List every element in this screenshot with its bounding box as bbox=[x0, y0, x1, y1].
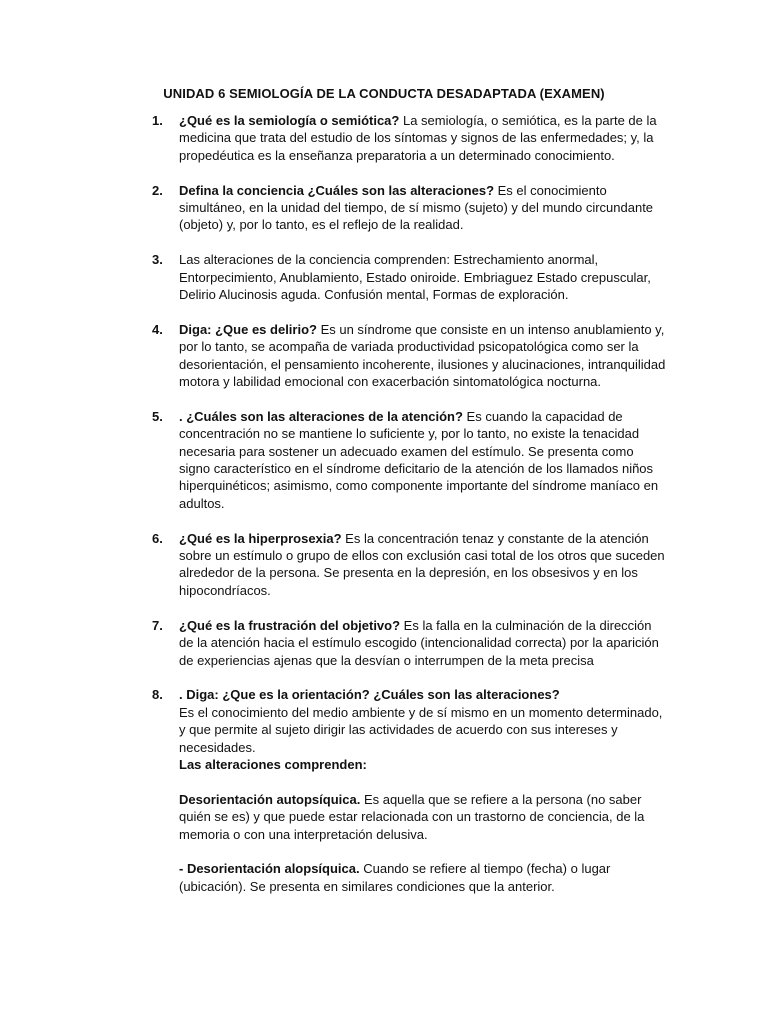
alterations-heading: Las alteraciones comprenden: bbox=[179, 756, 367, 772]
answer-text: Las alteraciones de la conciencia comprenden: Estrechamiento anormal, Entorpecimiento, Anublamiento, Estado oniroide. Embriaguez Estado crepuscular, Delirio Alucinosis aguda. Confusión mental, Formas de exploración. bbox=[179, 252, 651, 303]
question-text: . Diga: ¿Que es la orientación? ¿Cuáles son las alteraciones? bbox=[179, 687, 560, 703]
answer-text: Es la concentración tenaz y constante de la atención sobre un estímulo o grupo de ellos con exclusión casi total de los otros que suceden alrededor de la persona. Se presenta en la depresión, en los obsesivos y en los hipocondríacos. bbox=[179, 530, 665, 598]
item-spacer bbox=[179, 843, 668, 860]
question-item-7 bbox=[152, 617, 668, 669]
item-number: 5. bbox=[152, 408, 163, 424]
question-text: ¿Qué es la hiperprosexia? bbox=[179, 530, 342, 546]
answer-text: La semiología, o semiótica, es la parte de la medicina que trata del estudio de los síntomas y signos de las enfermedades; y, la propedéutica es la enseñanza preparatoria a un determinado conocimiento. bbox=[179, 113, 657, 163]
item-number: 3. bbox=[152, 252, 163, 268]
item-number: 4. bbox=[152, 321, 163, 337]
question-item-4 bbox=[152, 321, 668, 391]
item-spacer bbox=[152, 669, 668, 686]
item-number: 2. bbox=[152, 182, 163, 198]
question-text: Defina la conciencia ¿Cuáles son las alteraciones? bbox=[179, 182, 495, 198]
subitem-alopsiquica bbox=[179, 860, 668, 895]
question-item-8 bbox=[152, 686, 668, 895]
answer-text: Es la falla en la culminación de la dirección de la atención hacia el estímulo escogido (intencionalidad correcta) por la aparición de experiencias ajenas que la desvían o interrumpen de la meta precisa bbox=[179, 617, 659, 668]
question-text: Diga: ¿Que es delirio? bbox=[179, 321, 317, 337]
item-number: 1. bbox=[152, 113, 163, 128]
question-item-3 bbox=[152, 251, 668, 303]
answer-text: Es el conocimiento simultáneo, en la unidad del tiempo, de sí mismo (sujeto) y del mundo circundante (objeto) y, por lo tanto, es el reflejo de la realidad. bbox=[179, 182, 654, 233]
question-item-6 bbox=[152, 530, 668, 600]
subitem-text: Es aquella que se refiere a la persona (no saber quién se es) y que puede estar relacionada con un trastorno de conciencia, de la memoria o con una interpretación delusiva. bbox=[179, 791, 645, 842]
subitem-autopsiquica bbox=[179, 791, 668, 843]
answer-text: Es cuando la capacidad de concentración no se mantiene lo suficiente y, por lo tanto, no existe la tenacidad necesaria para sostener un adecuado examen del estímulo. Se presenta como signo característico en el síndrome deficitario de la atención de los llamados niños hiperquinéticos; asimismo, como componente importante del síndrome maníaco en adultos. bbox=[179, 408, 659, 511]
subitem-title: Desorientación autopsíquica. bbox=[179, 791, 361, 807]
item-spacer bbox=[152, 599, 668, 616]
item-spacer bbox=[152, 234, 668, 251]
question-item-5 bbox=[152, 408, 668, 512]
item-number: 7. bbox=[152, 617, 163, 633]
answer-text: Es un síndrome que consiste en un intenso anublamiento y, por lo tanto, se acompaña de variada productividad psicopatológica como ser la desorientación, el pensamiento incoherente, ilusiones y alucinaciones, intranquilidad motora y labilidad emocional con exacerbación sintomatológica nocturna. bbox=[179, 321, 666, 390]
question-text: ¿Qué es la frustración del objetivo? bbox=[179, 617, 401, 633]
item-spacer bbox=[152, 390, 668, 407]
subitem-title: - Desorientación alopsíquica. bbox=[179, 861, 360, 877]
item-spacer bbox=[152, 164, 668, 181]
item-spacer bbox=[152, 303, 668, 320]
document-title: UNIDAD 6 SEMIOLOGÍA DE LA CONDUCTA DESADAPTADA (EXAMEN) bbox=[163, 86, 605, 101]
question-item-1 bbox=[152, 112, 668, 164]
item-number: 8. bbox=[152, 687, 163, 703]
answer-text: Es el conocimiento del medio ambiente y de sí mismo en un momento determinado, y que permite al sujeto dirigir las actividades de acuerdo con sus intereses y necesidades. bbox=[179, 704, 663, 755]
item-spacer bbox=[152, 512, 668, 529]
question-text: ¿Qué es la semiología o semiótica? bbox=[179, 113, 400, 128]
question-list bbox=[152, 112, 668, 895]
item-spacer bbox=[179, 773, 668, 790]
question-item-2 bbox=[152, 182, 668, 234]
item-number: 6. bbox=[152, 530, 163, 546]
subitem-text: Cuando se refiere al tiempo (fecha) o lugar (ubicación). Se presenta en similares condiciones que la anterior. bbox=[179, 861, 611, 894]
question-text: . ¿Cuáles son las alteraciones de la atención? bbox=[179, 408, 463, 424]
